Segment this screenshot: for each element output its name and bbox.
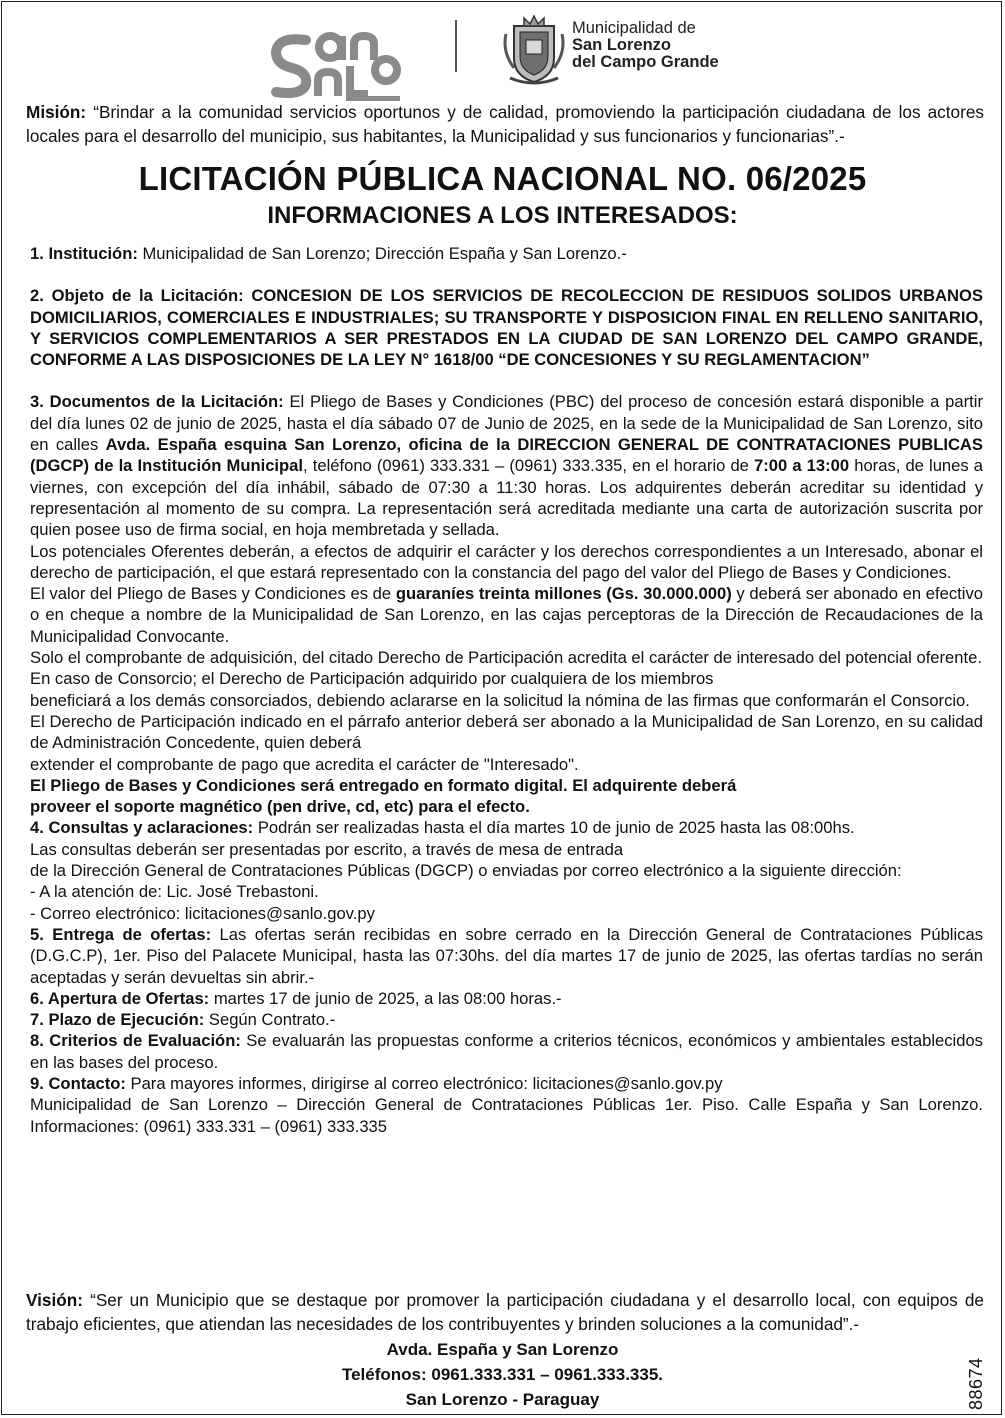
municipality-name-line2: San Lorenzo — [572, 36, 672, 54]
item-documents-text-2: , teléfono (0961) 333.331 – (0961) 333.335, en el horario de — [303, 456, 755, 476]
page-subtitle: INFORMACIONES A LOS INTERESADOS: — [267, 202, 738, 229]
footer-address: Avda. España y San Lorenzo — [386, 1340, 619, 1359]
item-opening-text: martes 17 de junio de 2025, a las 08:00 horas.- — [209, 988, 562, 1008]
item-documents-price-intro: El valor del Pliego de Bases y Condiciones es de — [30, 584, 396, 604]
item-documents-price: guaraníes treinta millones (Gs. 30.000.000) — [395, 584, 732, 604]
municipality-name-line1: Municipalidad de — [572, 19, 696, 37]
item-term — [30, 1009, 983, 1030]
item-documents-para-9: El Pliego de Bases y Condiciones será entregado en formato digital. El adquirente deberá — [30, 775, 737, 795]
vision-text: “Ser un Municipio que se destaque por promover la participación ciudadana y el desarrollo local, con equipos de trabajo eficientes, que atiendan las necesidades de los contribuyentes y brinden soluciones a la comunidad”.- — [26, 1290, 984, 1334]
item-criteria-text: Se evaluarán las propuestas conforme a criterios técnicos, económicos y ambientales establecidos en las bases del proceso. — [30, 1031, 983, 1072]
item-documents-para-7: El Derecho de Participación indicado en el párrafo anterior deberá ser abonado a la Municipalidad de San Lorenzo, en su calidad de Administración Concedente, quien deberá — [30, 711, 983, 753]
item-object-text: CONCESION DE LOS SERVICIOS DE RECOLECCION DE RESIDUOS SOLIDOS URBANOS DOMICILIARIOS, COMERCIALES E INDUSTRIALES; SU TRANSPORTE Y DISPOSICION FINAL EN RELLENO SANITARIO, Y SERVICIOS COMPLEMENTARIOS A SER PRESTADOS EN LA CIUDAD DE SAN LORENZO DEL CAMPO GRANDE, CONFORME A LAS DISPOSICIONES DE LA LEY N° 1618/00 “DE CONCESIONES Y SU REGLAMENTACION” — [30, 286, 983, 370]
item-queries-text: Podrán ser realizadas hasta el día martes 10 de junio de 2025 hasta las 08:00hs. — [253, 818, 855, 838]
vision-label: Visión: — [26, 1290, 83, 1310]
item-queries-email: - Correo electrónico: licitaciones@sanlo.gov.py — [30, 903, 375, 923]
item-queries-para-3: de la Dirección General de Contrataciones Públicas (DGCP) o enviadas por correo electrónico a la siguiente dirección: — [30, 861, 902, 881]
item-opening-label: 6. Apertura de Ofertas: — [30, 988, 210, 1008]
item-offers-label: 5. Entrega de ofertas: — [30, 924, 212, 944]
item-institution — [30, 243, 983, 264]
mission-label: Misión: — [26, 102, 87, 122]
mission-text: “Brindar a la comunidad servicios oportunos y de calidad, promoviendo la participación ciudadana de los actores locales para el desarrollo del municipio, sus habitantes, la Municipalidad y sus funcionarios y funcionarias”.- — [26, 102, 984, 146]
item-term-label: 7. Plazo de Ejecución: — [30, 1010, 205, 1030]
item-documents-price-rest: y deberá ser abonado en efectivo o en cheque a nombre de la Municipalidad de San Lorenzo, en las cajas perceptoras de la Dirección de Recaudaciones de la Municipalidad Convocante. — [30, 584, 983, 646]
page-title: LICITACIÓN PÚBLICA NACIONAL NO. 06/2025 — [138, 160, 867, 197]
item-documents-text-3: horas, de lunes a viernes, con excepción del día inhábil, sábado de 07:30 a 11:30 horas. Los adquirentes deberán acreditar su identidad y representación al momento de su compra. La representación será acreditada mediante una carta de autorización suscrita por quien posee uso de firma social, en hoja membretada y sellada. — [30, 456, 984, 540]
item-object — [30, 285, 983, 370]
item-documents-hours: 7:00 a 13:00 — [754, 456, 850, 476]
item-documents-address: Avda. España esquina San Lorenzo, oficina de la DIRECCION GENERAL DE CONTRATACIONES PUBLICAS (DGCP) de la Institución Municipal — [30, 435, 983, 476]
item-queries-attention: - A la atención de: Lic. José Trebastoni. — [30, 882, 319, 902]
item-criteria — [30, 1030, 983, 1073]
item-opening — [30, 988, 983, 1009]
item-contact-text: Para mayores informes, dirigirse al correo electrónico: licitaciones@sanlo.gov.py — [125, 1073, 723, 1093]
item-queries — [30, 817, 983, 838]
mission-statement — [26, 100, 984, 148]
item-queries-label: 4. Consultas y aclaraciones: — [30, 818, 254, 838]
item-documents-label: 3. Documentos de la Licitación: — [30, 392, 284, 412]
item-documents-para-8: extender el comprobante de pago que acredita el carácter de "Interesado". — [30, 754, 579, 774]
item-queries-para-2: Las consultas deberán ser presentadas por escrito, a través de mesa de entrada — [30, 839, 624, 859]
item-offers — [30, 924, 983, 988]
item-documents-para-3 — [30, 583, 983, 647]
municipality-name-line3: del Campo Grande — [572, 53, 719, 71]
item-documents — [30, 391, 983, 540]
item-contact-para-2: Municipalidad de San Lorenzo – Dirección General de Contrataciones Públicas 1er. Piso. Calle España y San Lorenzo. Informaciones: (0961) 333.331 – (0961) 333.335 — [30, 1095, 983, 1136]
item-object-label: 2. Objeto de la Licitación: — [30, 286, 244, 306]
item-documents-para-6: beneficiará a los demás consorciados, debiendo aclararse en la solicitud la nómina de las firmas que conformarán el Consorcio. — [30, 690, 970, 710]
item-contact — [30, 1073, 983, 1094]
item-term-text: Según Contrato.- — [204, 1010, 336, 1030]
item-offers-text: Las ofertas serán recibidas en sobre cerrado en la Dirección General de Contrataciones Públicas (D.G.C.P), 1er. Piso del Palacete Municipal, hasta las 07:30hs. del día martes 17 de junio de 2025, las ofertas tardías no serán aceptadas y serán devueltas sin abrir.- — [30, 924, 983, 987]
item-documents-para-2: Los potenciales Oferentes deberán, a efectos de adquirir el carácter y los derechos correspondientes a un Interesado, abonar el derecho de participación, el que estará representado con la constancia del pago del valor del Pliego de Bases y Condiciones. — [30, 541, 983, 582]
municipality-name — [572, 20, 719, 71]
item-criteria-label: 8. Criterios de Evaluación: — [30, 1031, 241, 1051]
notice-body — [30, 243, 983, 1137]
municipal-crest-icon — [500, 12, 568, 86]
item-documents-para-5: En caso de Consorcio; el Derecho de Participación adquirido por cualquiera de los miembros — [30, 669, 714, 689]
item-documents-text-1: El Pliego de Bases y Condiciones (PBC) del proceso de concesión estará disponible a partir del día lunes 02 de junio de 2025, hasta el día sábado 07 de Junio de 2025, en la sede de la Municipalidad de San Lorenzo, sito en calles — [30, 392, 983, 455]
item-institution-text: Municipalidad de San Lorenzo; Dirección España y San Lorenzo.- — [137, 244, 627, 263]
item-institution-label: 1. Institución: — [30, 244, 138, 263]
footer — [0, 1337, 1005, 1412]
item-documents-para-10: proveer el soporte magnético (pen drive, cd, etc) para el efecto. — [30, 797, 530, 817]
footer-city: San Lorenzo - Paraguay — [405, 1390, 600, 1409]
footer-phones: Teléfonos: 0961.333.331 – 0961.333.335. — [341, 1365, 664, 1384]
sanlo-logo — [268, 30, 403, 102]
header-divider — [455, 20, 457, 72]
ad-code: 88674 — [966, 1357, 986, 1410]
vision-statement — [26, 1288, 984, 1336]
header — [0, 8, 1005, 98]
item-documents-para-4: Solo el comprobante de adquisición, del citado Derecho de Participación acredita el carácter de interesado del potencial oferente. — [30, 648, 982, 668]
item-contact-label: 9. Contacto: — [30, 1073, 126, 1093]
